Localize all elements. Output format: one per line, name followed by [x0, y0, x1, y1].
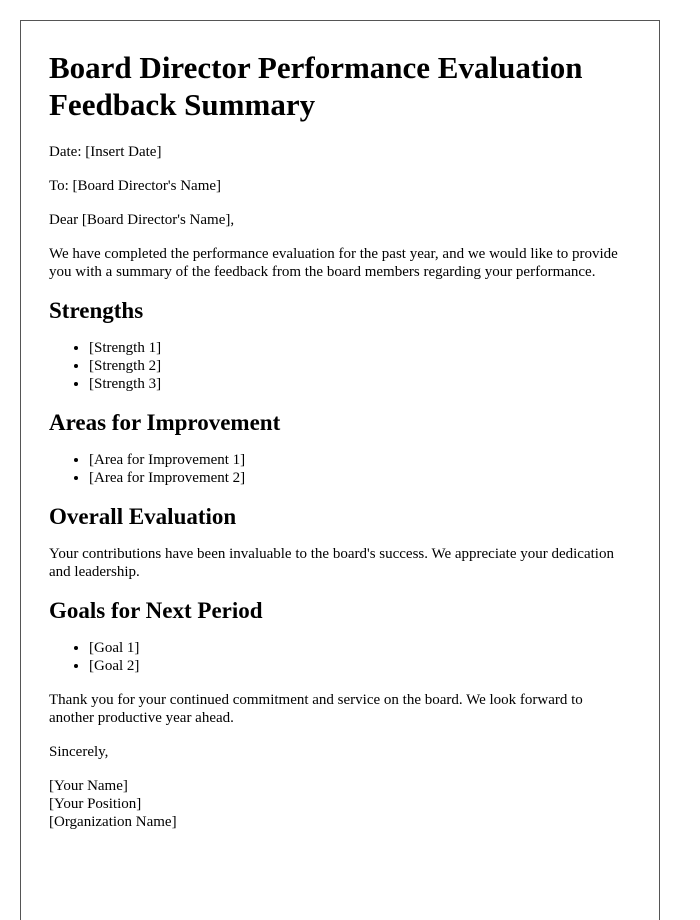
letter-title: Board Director Performance Evaluation Feedback Summary — [49, 50, 583, 122]
letter-page — [20, 20, 660, 920]
signature-name: [Your Name] — [49, 778, 128, 794]
date-line: Date: [Insert Date] — [49, 144, 162, 160]
list-item: • [Area for Improvement 1] — [89, 451, 631, 469]
list-item: • [Area for Improvement 2] — [89, 469, 631, 487]
goals-heading: Goals for Next Period — [49, 598, 263, 623]
strengths-list — [49, 339, 631, 393]
salutation: Dear [Board Director's Name], — [49, 212, 235, 228]
sign-off: Sincerely, — [49, 744, 109, 760]
intro-paragraph: We have completed the performance evaluation for the past year, and we would like to provide you with a summary of the feedback from the board members regarding your performance. — [49, 246, 618, 280]
list-item: • [Strength 3] — [89, 375, 631, 393]
improvement-list — [49, 451, 631, 487]
list-item: • [Goal 2] — [89, 657, 631, 675]
strengths-heading: Strengths — [49, 298, 144, 323]
list-item: • [Strength 2] — [89, 357, 631, 375]
signature-block — [49, 777, 631, 831]
list-item: • [Strength 1] — [89, 339, 631, 357]
goals-list — [49, 639, 631, 675]
improvement-heading: Areas for Improvement — [49, 410, 281, 435]
overall-paragraph: Your contributions have been invaluable to the board's success. We appreciate your dedication and leadership. — [49, 546, 614, 580]
signature-position: [Your Position] — [49, 796, 142, 812]
signature-organization: [Organization Name] — [49, 814, 177, 830]
closing-paragraph: Thank you for your continued commitment and service on the board. We look forward to another productive year ahead. — [49, 692, 583, 726]
overall-heading: Overall Evaluation — [49, 504, 237, 529]
list-item: • [Goal 1] — [89, 639, 631, 657]
recipient-line: To: [Board Director's Name] — [49, 178, 222, 194]
